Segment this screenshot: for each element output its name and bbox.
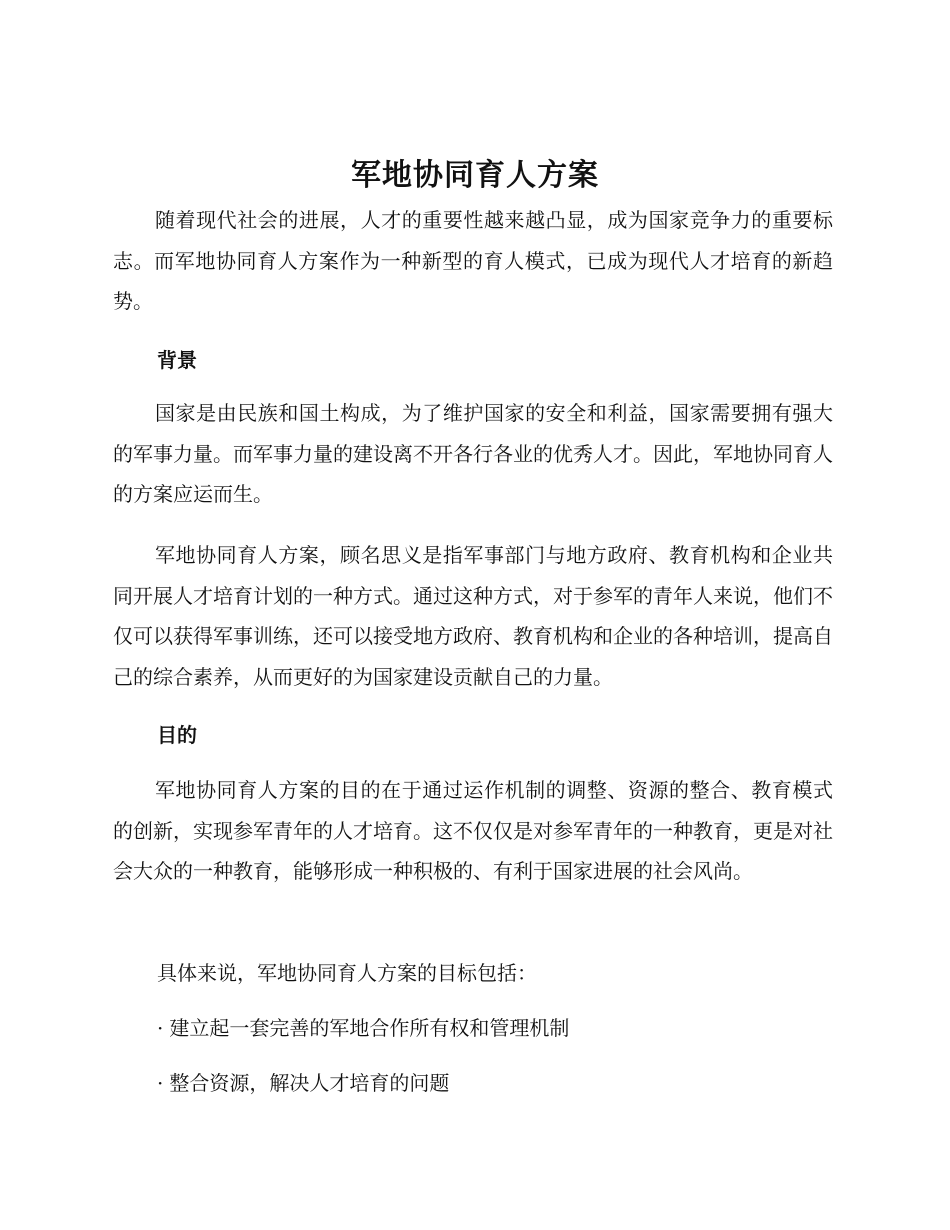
goals-intro: 具体来说，军地协同育人方案的目标包括： <box>157 961 537 985</box>
list-item <box>157 1008 569 1048</box>
goal-item-1: 建立起一套完善的军地合作所有权和管理机制 <box>169 1016 570 1040</box>
section-heading-background: 背景 <box>157 348 197 372</box>
bullet-mark: · <box>157 1071 164 1095</box>
background-paragraph-2: 军地协同育人方案，顾名思义是指军事部门与地方政府、教育机构和企业共同开展人才培育计划的一种方式。通过这种方式，对于参军的青年人来说，他们不仅可以获得军事训练，还可以接受地方政府、教育机构和企业的各种培训，提高自己的综合素养，从而更好的为国家建设贡献自己的力量。 <box>113 543 833 689</box>
purpose-paragraph: 军地协同育人方案的目的在于通过运作机制的调整、资源的整合、教育模式的创新，实现参军青年的人才培育。这不仅仅是对参军青年的一种教育，更是对社会大众的一种教育，能够形成一种积极的、有利于国家进展的社会风尚。 <box>113 778 833 883</box>
document-title: 军地协同育人方案 <box>351 158 599 193</box>
bullet-mark: · <box>157 1016 164 1040</box>
intro-paragraph: 随着现代社会的进展，人才的重要性越来越凸显，成为国家竞争力的重要标志。而军地协同育人方案作为一种新型的育人模式，已成为现代人才培育的新趋势。 <box>113 208 833 313</box>
background-paragraph-1: 国家是由民族和国土构成，为了维护国家的安全和利益，国家需要拥有强大的军事力量。而军事力量的建设离不开各行各业的优秀人才。因此，军地协同育人的方案应运而生。 <box>113 401 833 506</box>
goal-item-2: 整合资源，解决人才培育的问题 <box>169 1071 450 1095</box>
section-heading-purpose: 目的 <box>157 723 197 747</box>
list-item <box>157 1063 449 1103</box>
